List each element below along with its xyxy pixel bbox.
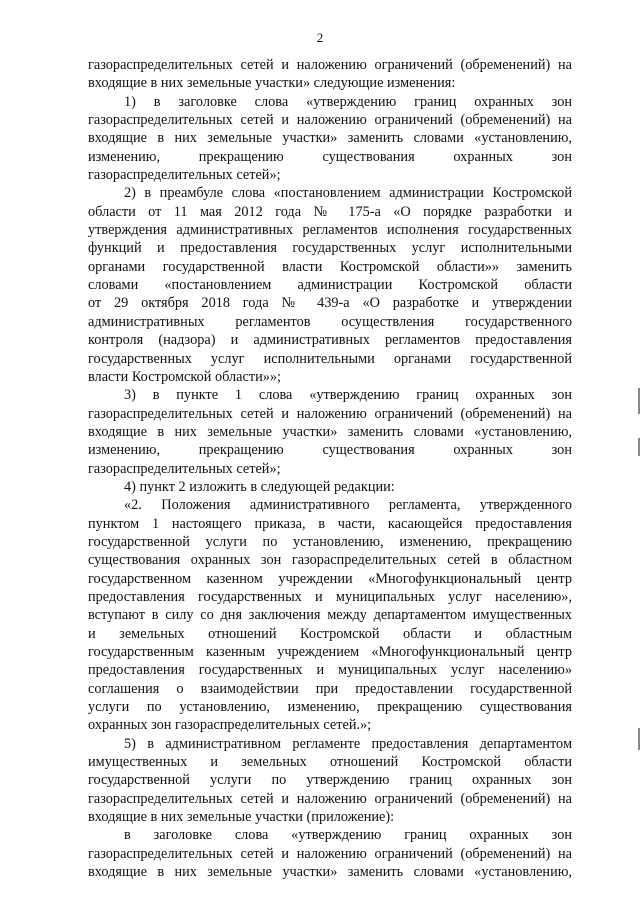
text-line: входящие в них земельные участки (приложение): (88, 809, 395, 826)
document-body (88, 56, 572, 881)
text-line: государственной услуги по установлению, изменению, прекращению (88, 533, 572, 550)
text-line: газораспределительных сетей и наложению ограничений (обременений) на (88, 790, 572, 807)
text-line: соглашения о взаимодействии при предоставлении государственной (88, 680, 572, 697)
text-line: 4) пункт 2 изложить в следующей редакции: (124, 478, 395, 495)
text-line: предоставления государственных и муниципальных услуг населению», (88, 588, 572, 605)
text-line: 1) в заголовке слова «утверждению границ охранных зон (124, 93, 572, 110)
text-line: имущественных и земельных отношений Костромской области (88, 754, 572, 771)
text-line: государственном казенном учреждении «Многофункциональный центр (88, 570, 572, 587)
text-line: административных регламентов осуществления государственного (88, 313, 572, 330)
text-line: в заголовке слова «утверждению границ охранных зон (124, 827, 572, 844)
text-line: контроля (надзора) и административных регламентов предоставления (88, 332, 572, 349)
text-line: газораспределительных сетей и наложению ограничений (обременений) на (88, 112, 572, 129)
text-line: «2. Положения административного регламента, утвержденного (124, 497, 572, 514)
text-line: газораспределительных сетей и наложению ограничений (обременений) на (88, 845, 572, 862)
text-line: пунктом 1 настоящего приказа, в части, касающейся предоставления (88, 515, 572, 532)
text-line: услуги по установлению, изменению, прекращению существования (88, 699, 572, 716)
page-number: 2 (316, 30, 324, 45)
text-line: газораспределительных сетей и наложению ограничений (обременений) на (88, 405, 572, 422)
text-line: 5) в административном регламенте предоставления департаментом (124, 735, 572, 752)
text-line: входящие в них земельные участки» следующие изменения: (88, 75, 456, 92)
text-line: органами государственной власти Костромской области»» заменить (88, 258, 572, 275)
text-line: входящие в них земельные участки» заменить словами «установлению, (88, 864, 572, 881)
text-line: от 29 октября 2018 года № 439-а «О разработке и утверждении (88, 295, 572, 312)
text-line: государственной услуги по утверждению границ охранных зон (88, 772, 572, 789)
text-line: и земельных отношений Костромской области и областным (88, 625, 572, 642)
text-line: изменению, прекращению существования охранных зон (88, 442, 572, 459)
text-line: изменению, прекращению существования охранных зон (88, 148, 572, 165)
text-line: государственных услуг исполнительными органами государственной (88, 350, 572, 367)
text-line: предоставления государственных и муниципальных услуг населению» (88, 662, 572, 679)
text-line: власти Костромской области»»; (88, 368, 282, 385)
text-line: области от 11 мая 2012 года № 175-а «О порядке разработки и (88, 203, 572, 220)
text-line: газораспределительных сетей и наложению ограничений (обременений) на (88, 57, 572, 73)
text-line: утверждения административных регламентов исполнения государственных (88, 222, 572, 239)
text-line: вступают в силу со дня заключения между департаментом имущественных (88, 607, 572, 624)
text-line: охранных зон газораспределительных сетей.»; (88, 717, 372, 734)
text-line: газораспределительных сетей»; (88, 167, 281, 184)
text-line: 2) в преамбуле слова «постановлением администрации Костромской (124, 185, 572, 202)
text-line: государственным казенным учреждением «Многофункциональный центр (88, 644, 572, 660)
text-line: газораспределительных сетей»; (88, 460, 281, 477)
text-line: входящие в них земельные участки» заменить словами «установлению, (88, 423, 572, 440)
text-line: функций и предоставления государственных услуг исполнительными (88, 240, 572, 257)
text-line: существования охранных зон газораспределительных сетей в областном (88, 552, 572, 569)
text-line: 3) в пункте 1 слова «утверждению границ охранных зон (124, 387, 572, 404)
text-line: словами «постановлением администрации Костромской области (88, 277, 572, 294)
text-line: входящие в них земельные участки» заменить словами «установлению, (88, 130, 572, 147)
